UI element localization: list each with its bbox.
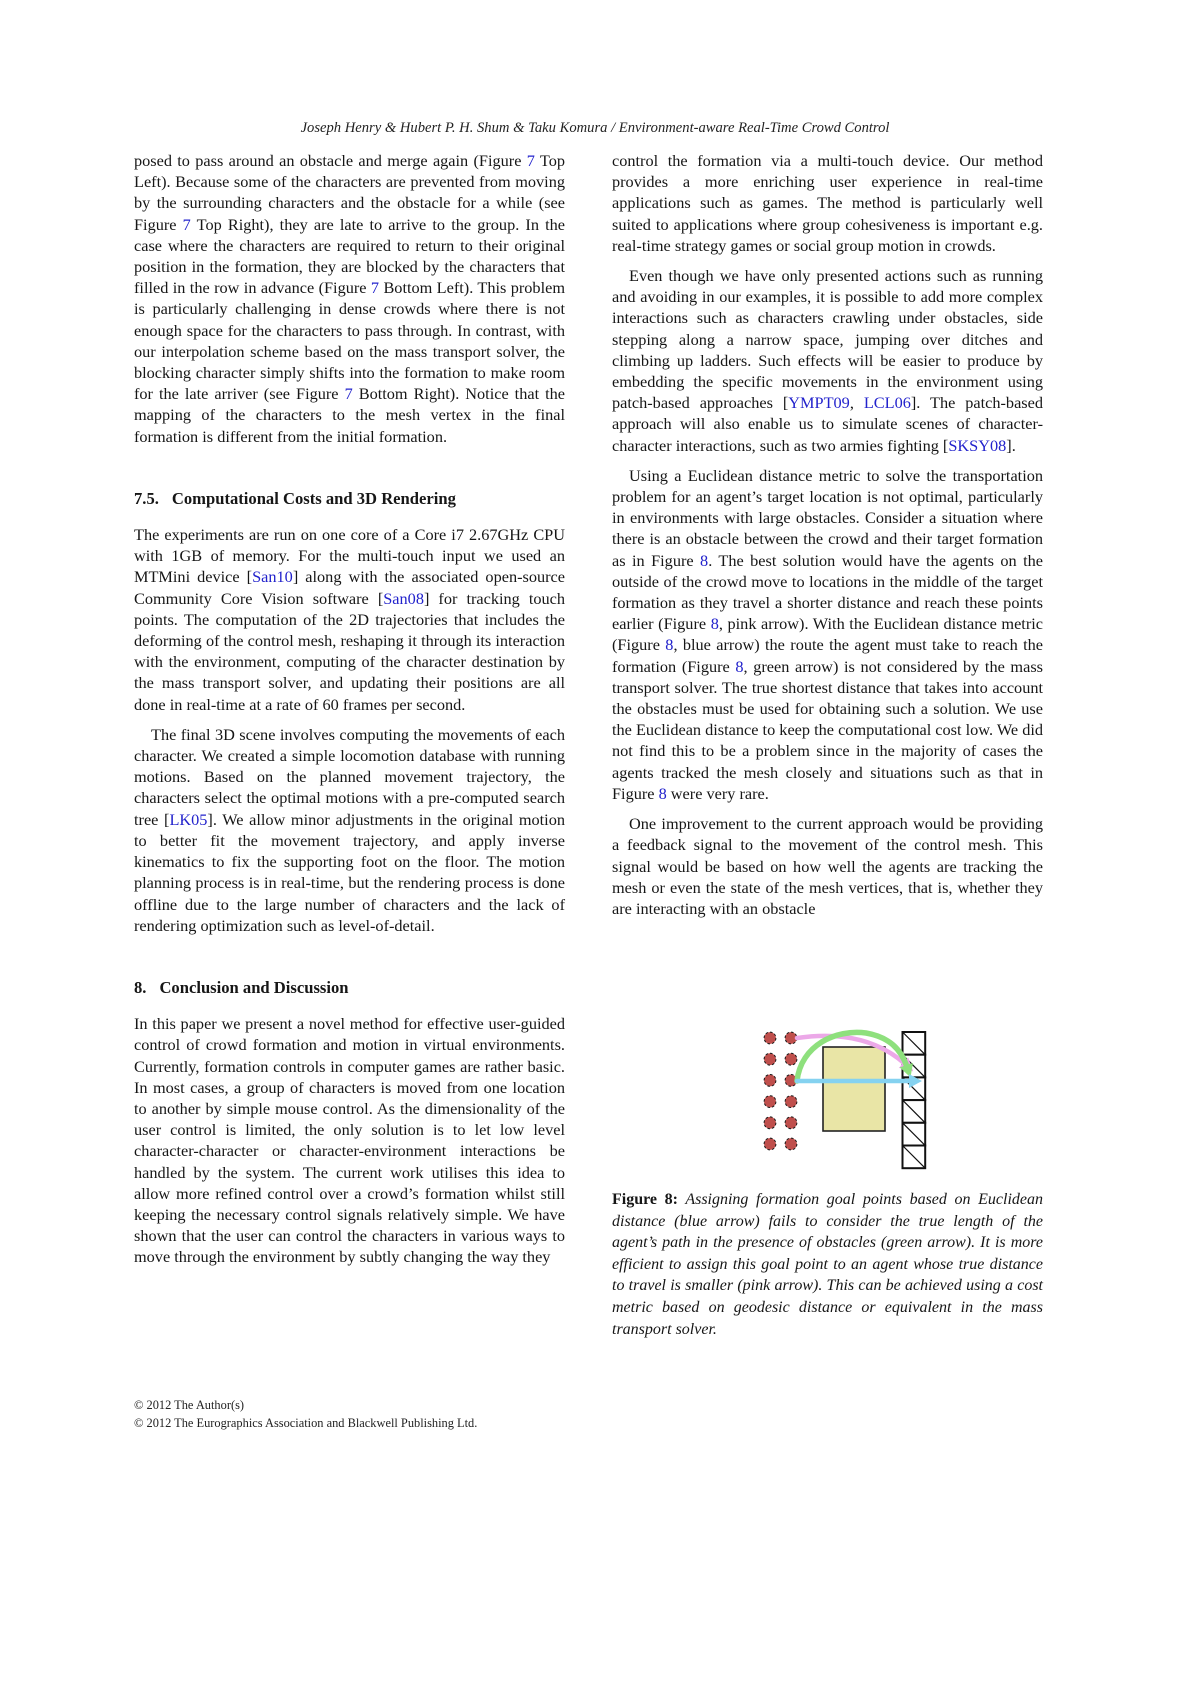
agent-circle bbox=[764, 1096, 776, 1108]
section-number: 7.5. bbox=[134, 488, 159, 508]
figure7-ref[interactable]: 7 bbox=[526, 151, 535, 170]
section-title: Conclusion and Discussion bbox=[159, 977, 349, 997]
agent-circle bbox=[764, 1053, 776, 1065]
paragraph: In this paper we present a novel method for effective user-guided control of crowd formation and motion in virtual environments. Currently, formation controls in computer games are rather basic. In most cases, a group of characters is moved from one location to another by simple mouse control. As the dimensionality of the user control is limited, the only solution is to let low level character-character or character-environment interactions be handled by the system. The current work utilises this idea to allow more refined control over a crowd’s formation whilst still keeping the necessary control signals relatively simple. We have shown that the user can control the characters in various ways to move through the environment by subtly changing the way they bbox=[134, 1014, 565, 1267]
left-column bbox=[134, 150, 565, 1268]
citation-lcl06[interactable]: LCL06 bbox=[863, 393, 911, 413]
paragraph: Using a Euclidean distance metric to solve the transportation problem for an agent’s target location is not optimal, particularly in environments with large obstacles. Consider a situation where there is an obstacle between the crowd and their target formation as in Figure 8. The best solution would have the agents on the outside of the crowd move to locations in the middle of the target formation as they travel a shorter distance and reach these points earlier (Figure 8, pink arrow). With the Euclidean distance metric (Figure 8, blue arrow) the route the agent must take to reach the formation (Figure 8, green arrow) is not considered by the mass transport solver. The true shortest distance that takes into account the obstacles must be used for obtaining such a solution. We use the Euclidean distance to keep the computational cost low. We did not find this to be a problem since in the majority of cases the agents tracked the mesh closely and situations such as that in Figure 8 were very rare. bbox=[612, 465, 1044, 803]
figure8-ref[interactable]: 8 bbox=[658, 783, 667, 803]
figure8-ref[interactable]: 8 bbox=[735, 656, 744, 676]
copyright-line: © 2012 The Author(s) bbox=[134, 1398, 245, 1412]
copyright-footer bbox=[134, 1396, 594, 1432]
figure8-ref[interactable]: 8 bbox=[710, 614, 719, 634]
figure8-illustration bbox=[750, 1025, 942, 1173]
paragraph: Even though we have only presented actions such as running and avoiding in our examples, it is possible to add more complex interactions such as characters crawling under obstacles, side stepping along a narrow space, jumping over ditches and climbing up ladders. Such effects will be easier to produce by embedding the specific movements in the environment using patch-based approaches [YMPT09, LCL06]. The patch-based approach will also enable us to simulate scenes of character-character interactions, such as two armies fighting [SKSY08]. bbox=[612, 266, 1043, 455]
figure8-caption: Figure 8: Assigning formation goal points based on Euclidean distance (blue arrow) fails to consider the true length of the agent’s path in the presence of obstacles (green arrow). It is more efficient to assign this goal point to an agent whose true distance to travel is smaller (pink arrow). This can be achieved using a cost metric based on geodesic distance or equivalent in the mass transport solver. bbox=[612, 1191, 1044, 1338]
paragraph: One improvement to the current approach would be providing a feedback signal to the movement of the control mesh. This signal would be based on how well the agents are tracking the mesh or even the state of the mesh vertices, that is, whether they are interacting with an obstacle bbox=[612, 814, 1043, 918]
citation-san08[interactable]: San08 bbox=[383, 588, 424, 608]
agent-circle bbox=[764, 1075, 776, 1087]
figure8-svg bbox=[750, 1025, 942, 1173]
running-head: Joseph Henry & Hubert P. H. Shum & Taku Komura / Environment-aware Real-Time Crowd Control bbox=[300, 120, 890, 136]
figure8-ref[interactable]: 8 bbox=[700, 550, 709, 570]
section-number: 8. bbox=[134, 977, 147, 997]
figure7-ref[interactable]: 7 bbox=[182, 214, 191, 234]
citation-ympt09[interactable]: YMPT09 bbox=[788, 393, 850, 413]
citation-sksy08[interactable]: SKSY08 bbox=[948, 435, 1007, 455]
agent-circle bbox=[785, 1096, 797, 1108]
agent-circle bbox=[764, 1032, 776, 1044]
agent-circle bbox=[785, 1138, 797, 1150]
figure8-ref[interactable]: 8 bbox=[665, 635, 674, 655]
figure7-ref[interactable]: 7 bbox=[370, 278, 380, 298]
section-title: Computational Costs and 3D Rendering bbox=[171, 488, 456, 508]
paragraph: The final 3D scene involves computing the movements of each character. We created a simple locomotion database with running motions. Based on the planned movement trajectory, the characters select the optimal motions with a pre-computed search tree [LK05]. We allow minor adjustments in the original motion to better fit the movement trajectory, and apply inverse kinematics to fix the supporting foot on the floor. The motion planning process is in real-time, but the rendering process is done offline due to the large number of characters and the lack of rendering optimization such as level-of-detail. bbox=[134, 724, 565, 935]
agent-circle bbox=[764, 1117, 776, 1129]
agent-circle bbox=[785, 1117, 797, 1129]
agent-circle bbox=[764, 1138, 776, 1150]
paragraph: control the formation via a multi-touch device. Our method provides a more enriching user experience in real-time applications such as games. The method is particularly well suited to applications where group cohesiveness is important e.g. real-time strategy games or social group motion in crowds. bbox=[612, 151, 1043, 255]
right-column bbox=[612, 150, 1043, 1356]
obstacle-rect bbox=[823, 1047, 885, 1131]
citation-san10[interactable]: San10 bbox=[252, 567, 293, 587]
copyright-line: © 2012 The Eurographics Association and Blackwell Publishing Ltd. bbox=[134, 1416, 478, 1430]
section-heading-7-5 bbox=[134, 488, 565, 509]
citation-lk05[interactable]: LK05 bbox=[169, 809, 208, 829]
figure7-ref[interactable]: 7 bbox=[344, 384, 353, 404]
paragraph: posed to pass around an obstacle and merge again (Figure 7 Top Left). Because some of the characters are prevented from moving by the surrounding characters and the obstacle for a while (see Figure 7 Top Right), they are late to arrive to the group. In the case where the characters are required to return to their original position in the formation, they are blocked by the characters that filled in the row in advance (Figure 7 Bottom Left). This problem is particularly challenging in dense crowds where there is not enough space for the characters to pass through. In contrast, with our interpolation scheme based on the mass transport solver, the blocking character simply shifts into the formation to make room for the late arriver (see Figure 7 Bottom Right). Notice that the mapping of the characters to the mesh vertex in the final formation is different from the initial formation. bbox=[134, 151, 566, 446]
caption-label: Figure 8: bbox=[612, 1191, 678, 1209]
agent-circle bbox=[785, 1053, 797, 1065]
paragraph: The experiments are run on one core of a Core i7 2.67GHz CPU with 1GB of memory. For the multi-touch input we used an MTMini device [San10] along with the associated open-source Community Core Vision software [San08] for tracking touch points. The computation of the 2D trajectories that includes the deforming of the control mesh, reshaping it through its interaction with the environment, computing of the character destination by the mass transport solver, and updating their positions are all done in real-time at a rate of 60 frames per second. bbox=[134, 525, 565, 714]
section-heading-8 bbox=[134, 977, 565, 998]
